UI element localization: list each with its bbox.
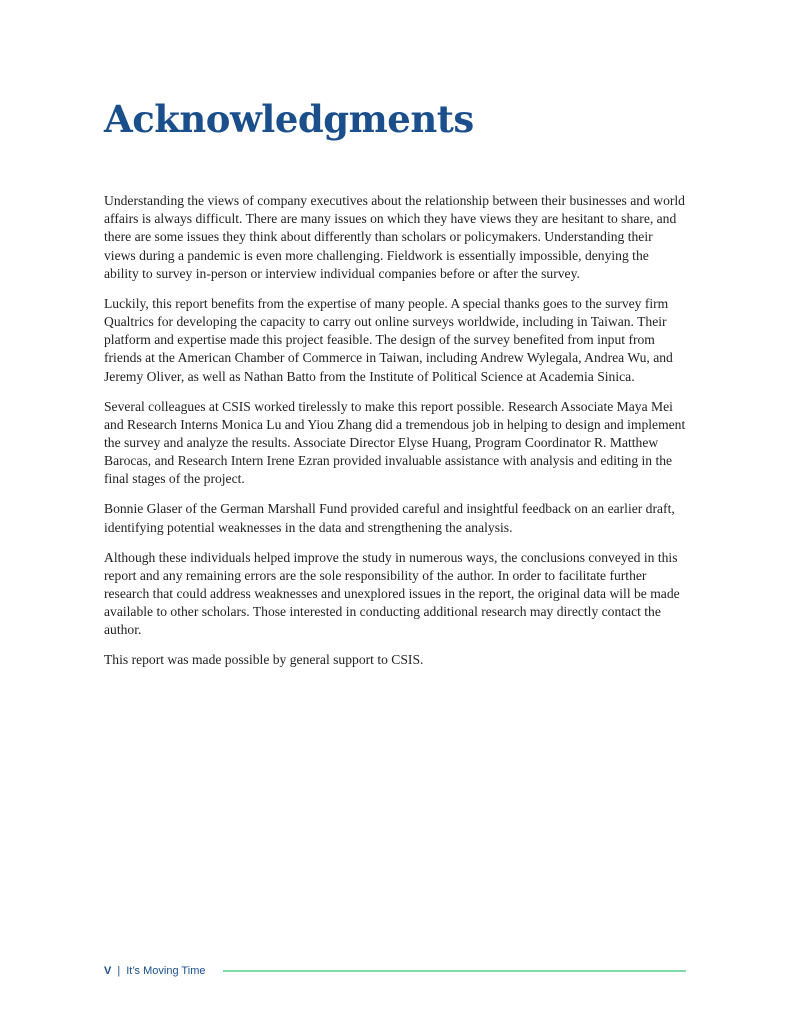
report-title: It’s Moving Time bbox=[126, 965, 206, 977]
paragraph: Understanding the views of company executives about the relationship between their businesses and world affairs is always difficult. There are many issues on which they have views they are hesitant to share, and there are some issues they think about differently than scholars or policymakers. Understanding their views during a pandemic is even more challenging. Fieldwork is essentially impossible, denying the ability to survey in-person or interview individual companies before or after the survey. bbox=[104, 193, 685, 281]
footer-separator: | bbox=[117, 965, 121, 977]
paragraph: Luckily, this report benefits from the expertise of many people. A special thanks goes to the survey firm Qualtrics for developing the capacity to carry out online surveys worldwide, including in Taiwan. Their platform and expertise made this project feasible. The design of the survey benefited from input from friends at the American Chamber of Commerce in Taiwan, including Andrew Wylegala, Andrea Wu, and Jeremy Oliver, as well as Nathan Batto from the Institute of Political Science at Academia Sinica. bbox=[104, 295, 673, 384]
page-number: V bbox=[104, 965, 112, 977]
page-footer bbox=[104, 962, 686, 980]
page-title: Acknowledgments bbox=[104, 97, 474, 141]
paragraph: This report was made possible by general support to CSIS. bbox=[104, 652, 424, 668]
paragraph: Bonnie Glaser of the German Marshall Fund provided careful and insightful feedback on an earlier draft, identifying potential weaknesses in the data and strengthening the analysis. bbox=[104, 501, 675, 535]
acknowledgments-body bbox=[104, 192, 686, 681]
footer-rule bbox=[223, 970, 686, 972]
paragraph: Although these individuals helped improve the study in numerous ways, the conclusions conveyed in this report and any remaining errors are the sole responsibility of the author. In order to facilitate further research that could address weaknesses and unexplored issues in the report, the original data will be made available to other scholars. Those interested in conducting additional research may directly contact the author. bbox=[104, 549, 680, 638]
paragraph: Several colleagues at CSIS worked tirelessly to make this report possible. Research Associate Maya Mei and Research Interns Monica Lu and Yiou Zhang did a tremendous job in helping to design and implement the survey and analyze the results. Associate Director Elyse Huang, Program Coordinator R. Matthew Barocas, and Research Intern Irene Ezran provided invaluable assistance with analysis and editing in the final stages of the project. bbox=[104, 398, 686, 487]
